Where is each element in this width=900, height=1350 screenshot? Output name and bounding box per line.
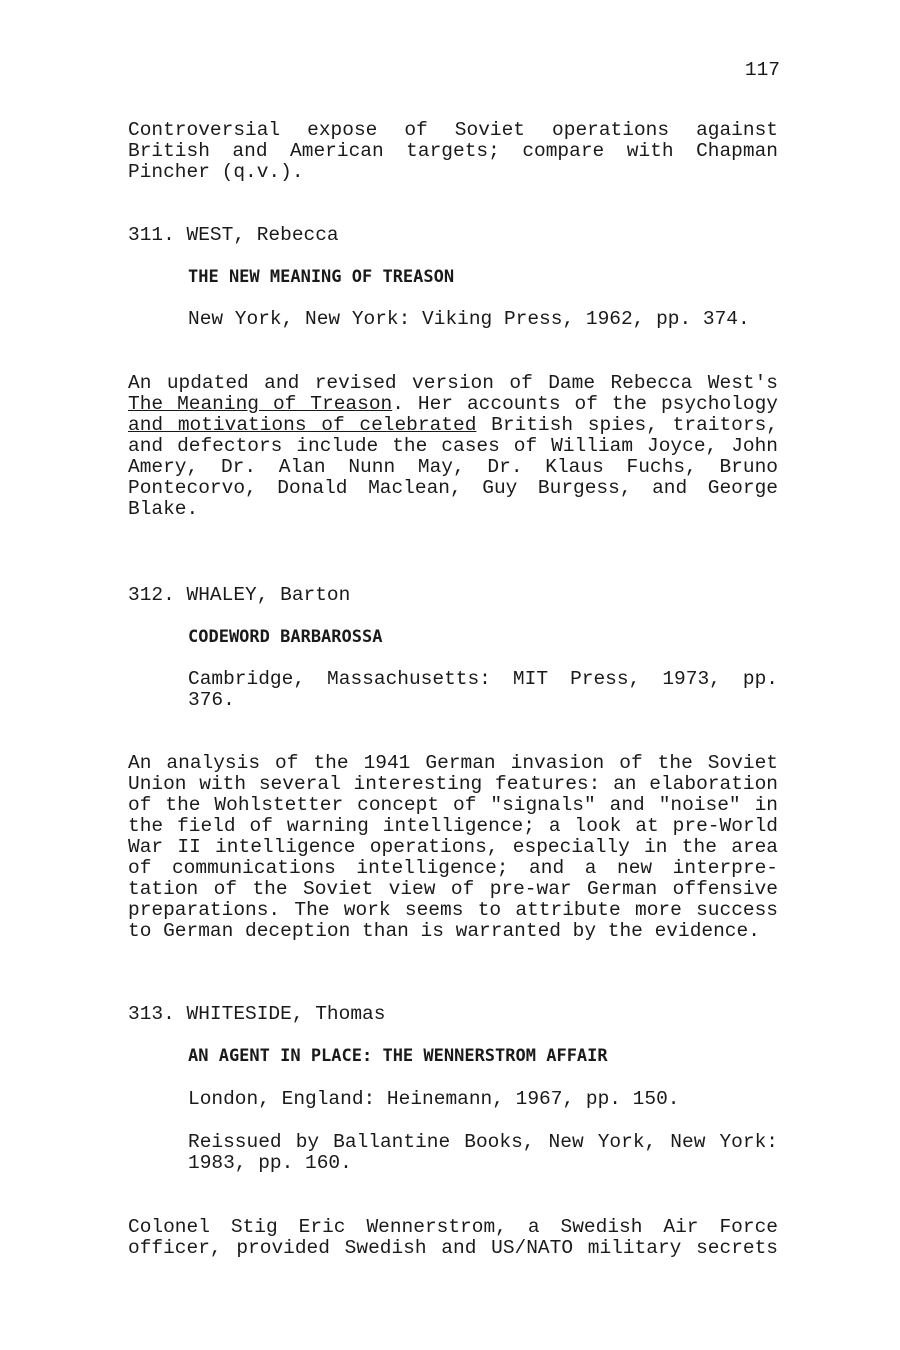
- text-line: of the Wohlstetter concept of "signals" and "noise" in: [128, 794, 778, 816]
- text-line: Pontecorvo, Donald Maclean, Guy Burgess, and George: [128, 477, 778, 499]
- text-line: War II intelligence operations, especially in the area: [128, 836, 778, 858]
- text-line: officer, provided Swedish and US/NATO military secrets: [128, 1237, 778, 1259]
- entry-heading-311: 311. WEST, Rebecca: [128, 224, 339, 246]
- text-line: Blake.: [128, 498, 199, 520]
- text-line: An updated and revised version of Dame Rebecca West's: [128, 372, 778, 394]
- text-line: Reissued by Ballantine Books, New York, New York:: [188, 1131, 778, 1153]
- entry-publication-312: [188, 669, 778, 711]
- text-line: of communications intelligence; and a new interpre-: [128, 857, 778, 879]
- text-line: Amery, Dr. Alan Nunn May, Dr. Klaus Fuchs, Bruno: [128, 456, 778, 478]
- page-number: 117: [744, 59, 780, 81]
- text-line: preparations. The work seems to attribute more success: [128, 899, 778, 921]
- text-line: Pincher (q.v.).: [128, 161, 304, 183]
- entry-title-312: CODEWORD BARBAROSSA: [188, 627, 383, 647]
- entry-reissue-313: [188, 1132, 778, 1174]
- entry-heading-312: 312. WHALEY, Barton: [128, 584, 351, 606]
- text-line: British and American targets; compare with Chapman: [128, 140, 778, 162]
- text-line: Colonel Stig Eric Wennerstrom, a Swedish Air Force: [128, 1216, 778, 1238]
- entry-publication-311: New York, New York: Viking Press, 1962, pp. 374.: [188, 308, 750, 330]
- entry-heading-313: 313. WHITESIDE, Thomas: [128, 1003, 386, 1025]
- text-line: 376.: [188, 689, 235, 711]
- text-line: An analysis of the 1941 German invasion of the Soviet: [128, 752, 778, 774]
- entry-publication-313: London, England: Heinemann, 1967, pp. 150.: [188, 1088, 680, 1110]
- entry-annotation-312: [128, 753, 778, 942]
- text-line: and defectors include the cases of William Joyce, John: [128, 435, 778, 457]
- text-segment: . Her accounts of the psychology: [392, 393, 778, 415]
- text-line: tation of the Soviet view of pre-war German offensive: [128, 878, 778, 900]
- text-line: Controversial expose of Soviet operations against: [128, 119, 778, 141]
- underlined-book-title: The Meaning of Treason: [128, 393, 393, 415]
- entry-title-311: THE NEW MEANING OF TREASON: [188, 267, 455, 287]
- text-line: to German deception than is warranted by the evidence.: [128, 920, 760, 942]
- text-line: [128, 415, 778, 436]
- text-line: 1983, pp. 160.: [188, 1152, 352, 1174]
- text-line: the field of warning intelligence; a look at pre-World: [128, 815, 778, 837]
- text-segment: British spies, traitors,: [476, 414, 778, 436]
- entry-annotation-313: [128, 1217, 778, 1259]
- text-line: Cambridge, Massachusetts: MIT Press, 1973, pp.: [188, 668, 778, 690]
- text-line: Union with several interesting features: an elaboration: [128, 773, 778, 795]
- entry-title-313: AN AGENT IN PLACE: THE WENNERSTROM AFFAIR: [188, 1046, 608, 1066]
- intro-paragraph: [128, 120, 778, 183]
- entry-annotation-311: [128, 373, 778, 520]
- underlined-text: and motivations of celebrated: [128, 414, 477, 436]
- text-line: [128, 394, 778, 415]
